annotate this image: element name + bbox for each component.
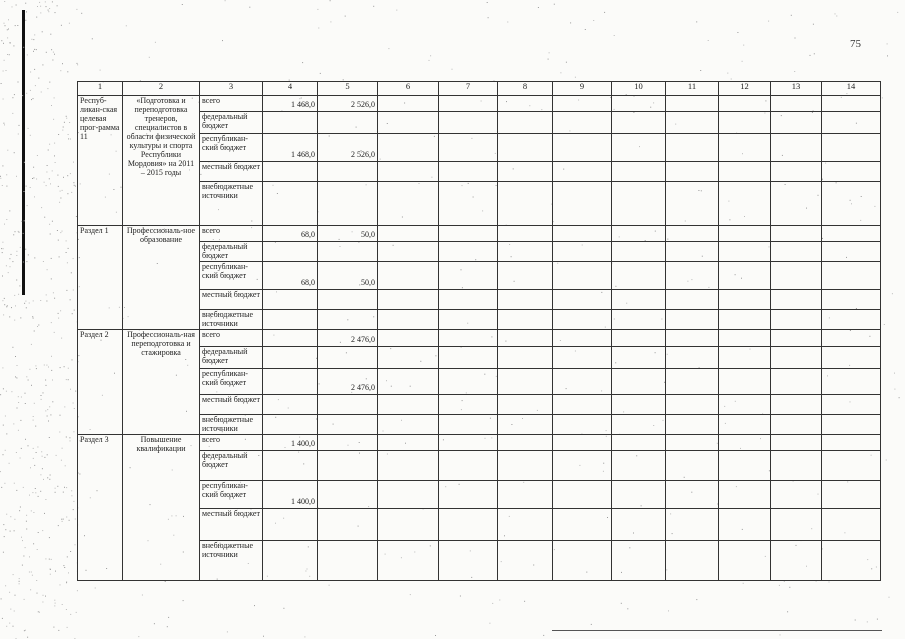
empty-cell: [771, 290, 822, 310]
program-code-cell: Раздел 3: [78, 435, 123, 581]
empty-cell: [498, 226, 553, 242]
empty-cell: [378, 162, 439, 182]
empty-cell: [378, 242, 439, 262]
empty-cell: [719, 415, 771, 435]
funding-source-cell: внебюджетные источники: [200, 415, 263, 435]
empty-cell: [822, 262, 881, 290]
empty-cell: [378, 415, 439, 435]
empty-cell: [498, 415, 553, 435]
empty-cell: [771, 162, 822, 182]
empty-cell: [612, 182, 666, 226]
empty-cell: [822, 226, 881, 242]
value-cell-col5: [318, 541, 378, 581]
column-header: 8: [498, 82, 553, 96]
empty-cell: [553, 330, 612, 347]
value-cell-col5: 2 526,0: [318, 96, 378, 112]
funding-source-cell: всего: [200, 96, 263, 112]
column-header: 2: [123, 82, 200, 96]
empty-cell: [666, 310, 719, 330]
empty-cell: [719, 262, 771, 290]
program-name-cell: «Подготовка и переподготовка тренеров, специалистов в области физической культуры и спорта Республики Мордовия» на 2011 – 2015 годы: [123, 96, 200, 226]
empty-cell: [439, 435, 498, 451]
empty-cell: [553, 226, 612, 242]
empty-cell: [666, 451, 719, 481]
empty-cell: [439, 347, 498, 369]
empty-cell: [666, 481, 719, 509]
empty-cell: [378, 112, 439, 134]
empty-cell: [719, 541, 771, 581]
empty-cell: [612, 435, 666, 451]
empty-cell: [612, 415, 666, 435]
empty-cell: [771, 226, 822, 242]
table-row: [78, 435, 881, 451]
empty-cell: [498, 112, 553, 134]
program-name-cell: Профессиональ-ная переподготовка и стажировка: [123, 330, 200, 435]
empty-cell: [666, 395, 719, 415]
column-header: 4: [263, 82, 318, 96]
empty-cell: [553, 112, 612, 134]
empty-cell: [439, 451, 498, 481]
empty-cell: [553, 290, 612, 310]
empty-cell: [822, 242, 881, 262]
column-header: 10: [612, 82, 666, 96]
empty-cell: [439, 182, 498, 226]
empty-cell: [439, 96, 498, 112]
value-cell-col4: [263, 182, 318, 226]
empty-cell: [553, 134, 612, 162]
empty-cell: [498, 369, 553, 395]
value-cell-col4: [263, 541, 318, 581]
column-header: 11: [666, 82, 719, 96]
column-header: 1: [78, 82, 123, 96]
empty-cell: [439, 415, 498, 435]
value-cell-col4: [263, 310, 318, 330]
empty-cell: [771, 347, 822, 369]
empty-cell: [719, 162, 771, 182]
table-body: [78, 96, 881, 581]
empty-cell: [771, 134, 822, 162]
empty-cell: [378, 369, 439, 395]
value-cell-col5: 50,0: [318, 262, 378, 290]
empty-cell: [771, 541, 822, 581]
empty-cell: [498, 134, 553, 162]
empty-cell: [553, 395, 612, 415]
empty-cell: [439, 112, 498, 134]
empty-cell: [719, 310, 771, 330]
empty-cell: [378, 330, 439, 347]
empty-cell: [666, 435, 719, 451]
value-cell-col5: [318, 415, 378, 435]
empty-cell: [719, 369, 771, 395]
empty-cell: [666, 290, 719, 310]
program-name-cell: Профессиональ-ное образование: [123, 226, 200, 330]
empty-cell: [498, 541, 553, 581]
empty-cell: [719, 96, 771, 112]
value-cell-col4: 1 468,0: [263, 134, 318, 162]
budget-table: [77, 81, 881, 581]
value-cell-col5: [318, 310, 378, 330]
empty-cell: [553, 481, 612, 509]
empty-cell: [719, 182, 771, 226]
empty-cell: [612, 369, 666, 395]
empty-cell: [553, 415, 612, 435]
empty-cell: [666, 162, 719, 182]
empty-cell: [719, 330, 771, 347]
funding-source-cell: местный бюджет: [200, 509, 263, 541]
empty-cell: [553, 541, 612, 581]
empty-cell: [378, 435, 439, 451]
empty-cell: [822, 509, 881, 541]
empty-cell: [719, 226, 771, 242]
empty-cell: [498, 162, 553, 182]
empty-cell: [553, 310, 612, 330]
empty-cell: [439, 330, 498, 347]
empty-cell: [553, 369, 612, 395]
empty-cell: [612, 395, 666, 415]
table-header-row: [78, 82, 881, 96]
empty-cell: [612, 509, 666, 541]
empty-cell: [553, 435, 612, 451]
empty-cell: [439, 290, 498, 310]
value-cell-col5: 50,0: [318, 226, 378, 242]
empty-cell: [378, 182, 439, 226]
value-cell-col4: [263, 242, 318, 262]
value-cell-col4: 1 400,0: [263, 435, 318, 451]
empty-cell: [771, 395, 822, 415]
empty-cell: [771, 310, 822, 330]
empty-cell: [498, 330, 553, 347]
value-cell-col4: 68,0: [263, 226, 318, 242]
empty-cell: [378, 541, 439, 581]
empty-cell: [439, 262, 498, 290]
empty-cell: [719, 112, 771, 134]
empty-cell: [498, 451, 553, 481]
value-cell-col5: [318, 290, 378, 310]
empty-cell: [719, 395, 771, 415]
empty-cell: [822, 435, 881, 451]
column-header: 5: [318, 82, 378, 96]
column-header: 9: [553, 82, 612, 96]
empty-cell: [771, 112, 822, 134]
empty-cell: [666, 262, 719, 290]
empty-cell: [666, 134, 719, 162]
empty-cell: [822, 481, 881, 509]
empty-cell: [822, 162, 881, 182]
empty-cell: [666, 347, 719, 369]
empty-cell: [612, 242, 666, 262]
value-cell-col4: [263, 451, 318, 481]
value-cell-col5: [318, 112, 378, 134]
empty-cell: [498, 347, 553, 369]
empty-cell: [822, 369, 881, 395]
empty-cell: [771, 242, 822, 262]
funding-source-cell: федеральный бюджет: [200, 112, 263, 134]
page-number: 75: [850, 38, 861, 50]
empty-cell: [439, 395, 498, 415]
funding-source-cell: местный бюджет: [200, 395, 263, 415]
empty-cell: [666, 112, 719, 134]
empty-cell: [822, 182, 881, 226]
empty-cell: [771, 369, 822, 395]
empty-cell: [771, 182, 822, 226]
empty-cell: [822, 96, 881, 112]
empty-cell: [378, 262, 439, 290]
empty-cell: [719, 134, 771, 162]
empty-cell: [553, 347, 612, 369]
empty-cell: [666, 330, 719, 347]
empty-cell: [822, 112, 881, 134]
empty-cell: [822, 134, 881, 162]
funding-source-cell: внебюджетные источники: [200, 310, 263, 330]
table-row: [78, 226, 881, 242]
value-cell-col4: 1 400,0: [263, 481, 318, 509]
funding-source-cell: республикан-ский бюджет: [200, 369, 263, 395]
empty-cell: [378, 481, 439, 509]
empty-cell: [822, 451, 881, 481]
empty-cell: [439, 162, 498, 182]
value-cell-col4: [263, 369, 318, 395]
empty-cell: [666, 182, 719, 226]
value-cell-col4: [263, 330, 318, 347]
empty-cell: [612, 262, 666, 290]
empty-cell: [771, 481, 822, 509]
empty-cell: [822, 347, 881, 369]
empty-cell: [439, 369, 498, 395]
empty-cell: [553, 182, 612, 226]
empty-cell: [378, 310, 439, 330]
empty-cell: [553, 509, 612, 541]
empty-cell: [612, 541, 666, 581]
empty-cell: [553, 96, 612, 112]
value-cell-col5: [318, 347, 378, 369]
empty-cell: [553, 162, 612, 182]
value-cell-col5: 2 476,0: [318, 330, 378, 347]
value-cell-col4: [263, 162, 318, 182]
value-cell-col4: [263, 112, 318, 134]
funding-source-cell: федеральный бюджет: [200, 242, 263, 262]
value-cell-col5: [318, 481, 378, 509]
empty-cell: [666, 242, 719, 262]
empty-cell: [439, 310, 498, 330]
empty-cell: [612, 310, 666, 330]
column-header: 14: [822, 82, 881, 96]
empty-cell: [719, 451, 771, 481]
value-cell-col5: 2 526,0: [318, 134, 378, 162]
empty-cell: [666, 415, 719, 435]
empty-cell: [498, 242, 553, 262]
program-code-cell: Раздел 2: [78, 330, 123, 435]
empty-cell: [612, 112, 666, 134]
empty-cell: [498, 290, 553, 310]
funding-source-cell: всего: [200, 330, 263, 347]
empty-cell: [719, 481, 771, 509]
empty-cell: [439, 509, 498, 541]
empty-cell: [498, 435, 553, 451]
empty-cell: [612, 134, 666, 162]
funding-source-cell: всего: [200, 226, 263, 242]
empty-cell: [822, 395, 881, 415]
column-header: 7: [439, 82, 498, 96]
empty-cell: [439, 541, 498, 581]
empty-cell: [771, 330, 822, 347]
empty-cell: [822, 415, 881, 435]
empty-cell: [498, 310, 553, 330]
empty-cell: [719, 435, 771, 451]
funding-source-cell: федеральный бюджет: [200, 451, 263, 481]
empty-cell: [612, 451, 666, 481]
empty-cell: [439, 242, 498, 262]
empty-cell: [612, 96, 666, 112]
empty-cell: [553, 242, 612, 262]
empty-cell: [553, 451, 612, 481]
empty-cell: [378, 347, 439, 369]
value-cell-col4: 1 468,0: [263, 96, 318, 112]
empty-cell: [612, 290, 666, 310]
empty-cell: [666, 541, 719, 581]
empty-cell: [378, 395, 439, 415]
table-row: [78, 96, 881, 112]
empty-cell: [822, 541, 881, 581]
empty-cell: [822, 310, 881, 330]
empty-cell: [771, 451, 822, 481]
value-cell-col4: [263, 347, 318, 369]
empty-cell: [666, 369, 719, 395]
bottom-rule: [552, 630, 882, 631]
program-code-cell: Раздел 1: [78, 226, 123, 330]
value-cell-col5: [318, 451, 378, 481]
funding-source-cell: внебюджетные источники: [200, 182, 263, 226]
empty-cell: [498, 395, 553, 415]
funding-source-cell: республикан-ский бюджет: [200, 134, 263, 162]
program-code-cell: Респуб-ликан-ская целевая прог-рамма 11: [78, 96, 123, 226]
empty-cell: [666, 226, 719, 242]
empty-cell: [666, 96, 719, 112]
empty-cell: [771, 96, 822, 112]
value-cell-col5: [318, 395, 378, 415]
empty-cell: [378, 134, 439, 162]
funding-source-cell: внебюджетные источники: [200, 541, 263, 581]
column-header: 13: [771, 82, 822, 96]
empty-cell: [498, 262, 553, 290]
empty-cell: [771, 262, 822, 290]
empty-cell: [719, 242, 771, 262]
funding-source-cell: республикан-ский бюджет: [200, 481, 263, 509]
empty-cell: [439, 134, 498, 162]
value-cell-col4: [263, 415, 318, 435]
table-row: [78, 330, 881, 347]
empty-cell: [822, 290, 881, 310]
empty-cell: [612, 481, 666, 509]
empty-cell: [612, 226, 666, 242]
value-cell-col4: [263, 290, 318, 310]
empty-cell: [719, 290, 771, 310]
column-header: 12: [719, 82, 771, 96]
empty-cell: [612, 347, 666, 369]
value-cell-col5: [318, 242, 378, 262]
value-cell-col4: 68,0: [263, 262, 318, 290]
empty-cell: [719, 509, 771, 541]
value-cell-col5: 2 476,0: [318, 369, 378, 395]
empty-cell: [378, 509, 439, 541]
empty-cell: [378, 451, 439, 481]
empty-cell: [439, 226, 498, 242]
value-cell-col5: [318, 162, 378, 182]
column-header: 6: [378, 82, 439, 96]
empty-cell: [439, 481, 498, 509]
empty-cell: [378, 226, 439, 242]
empty-cell: [378, 290, 439, 310]
value-cell-col5: [318, 435, 378, 451]
funding-source-cell: местный бюджет: [200, 290, 263, 310]
empty-cell: [378, 96, 439, 112]
empty-cell: [612, 162, 666, 182]
empty-cell: [719, 347, 771, 369]
value-cell-col4: [263, 509, 318, 541]
funding-source-cell: местный бюджет: [200, 162, 263, 182]
value-cell-col5: [318, 182, 378, 226]
program-name-cell: Повышение квалификации: [123, 435, 200, 581]
funding-source-cell: федеральный бюджет: [200, 347, 263, 369]
funding-source-cell: всего: [200, 435, 263, 451]
empty-cell: [771, 415, 822, 435]
column-header: 3: [200, 82, 263, 96]
value-cell-col4: [263, 395, 318, 415]
empty-cell: [666, 509, 719, 541]
funding-source-cell: республикан-ский бюджет: [200, 262, 263, 290]
empty-cell: [498, 509, 553, 541]
empty-cell: [822, 330, 881, 347]
empty-cell: [771, 435, 822, 451]
empty-cell: [498, 182, 553, 226]
empty-cell: [498, 481, 553, 509]
empty-cell: [771, 509, 822, 541]
value-cell-col5: [318, 509, 378, 541]
empty-cell: [498, 96, 553, 112]
empty-cell: [612, 330, 666, 347]
empty-cell: [553, 262, 612, 290]
